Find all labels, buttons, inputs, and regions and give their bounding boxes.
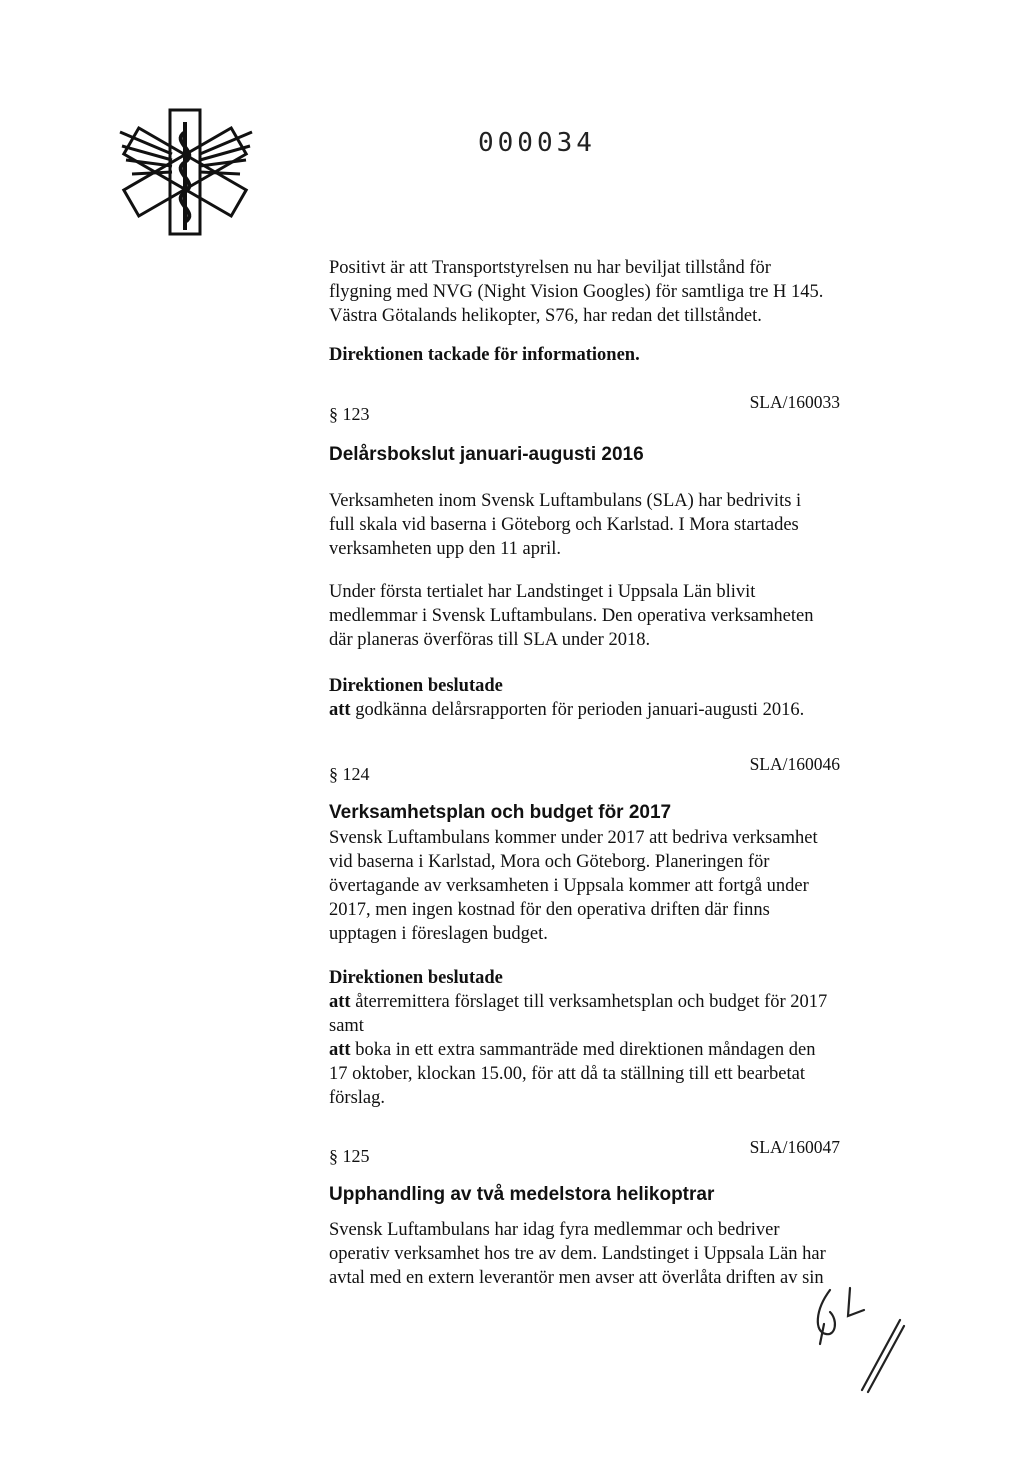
paragraph-line: operativ verksamhet hos tre av dem. Landstinget i Uppsala Län har: [329, 1244, 826, 1264]
section-123-decision-line: [329, 698, 804, 722]
paragraph-line: Under första tertialet har Landstinget i Uppsala Län blivit: [329, 582, 756, 602]
section-123-number: § 123: [329, 404, 370, 424]
decision-text: förslag.: [329, 1088, 385, 1108]
section-124-decision-lines: [329, 990, 827, 1110]
section-125-title: Upphandling av två medelstora helikoptrar: [329, 1184, 715, 1205]
paragraph-line: verksamheten upp den 11 april.: [329, 539, 562, 559]
star-of-life-wings-logo: [112, 102, 262, 242]
decision-text: samt: [329, 1016, 364, 1036]
paragraph-line: vid baserna i Karlstad, Mora och Göteborg. Planeringen för: [329, 852, 770, 872]
paragraph-line: full skala vid baserna i Göteborg och Karlstad. I Mora startades: [329, 515, 799, 535]
section-124-reference: SLA/160046: [749, 754, 840, 774]
decision-text: återremittera förslaget till verksamhetsplan och budget för 2017: [355, 992, 828, 1012]
decision-text: boka in ett extra sammanträde med direktionen måndagen den: [355, 1040, 816, 1060]
section-123-title: Delårsbokslut januari-augusti 2016: [329, 444, 644, 465]
att-keyword: att: [329, 700, 351, 720]
att-keyword: att: [329, 992, 351, 1012]
paragraph-line: Svensk Luftambulans har idag fyra medlemmar och bedriver: [329, 1220, 780, 1240]
section-123-reference: SLA/160033: [749, 392, 840, 412]
section-123-decision-heading: Direktionen beslutade: [329, 676, 503, 696]
paragraph-line: Svensk Luftambulans kommer under 2017 att bedriva verksamhet: [329, 828, 818, 848]
intro-decision: Direktionen tackade för informationen.: [329, 345, 640, 365]
intro-paragraph: [329, 256, 823, 328]
intro-line: flygning med NVG (Night Vision Googles) för samtliga tre H 145.: [329, 282, 824, 302]
section-125-paragraph-1: [329, 1218, 826, 1290]
paragraph-line: där planeras överföras till SLA under 2018.: [329, 630, 651, 650]
intro-line: Positivt är att Transportstyrelsen nu har beviljat tillstånd för: [329, 258, 771, 278]
paragraph-line: avtal med en extern leverantör men avser att överlåta driften av sin: [329, 1268, 824, 1288]
document-number: 000034: [478, 128, 596, 158]
section-124-paragraph-1: [329, 826, 818, 946]
paragraph-line: medlemmar i Svensk Luftambulans. Den operativa verksamheten: [329, 606, 814, 626]
section-124-decision-heading: Direktionen beslutade: [329, 968, 503, 988]
decision-text: 17 oktober, klockan 15.00, för att då ta ställning till ett bearbetat: [329, 1064, 806, 1084]
handwritten-initials-signature: [800, 1280, 920, 1400]
section-123-paragraph-1: [329, 489, 801, 561]
intro-line: Västra Götalands helikopter, S76, har redan det tillståndet.: [329, 306, 762, 326]
section-125-number: § 125: [329, 1146, 370, 1166]
section-123-paragraph-2: [329, 580, 813, 652]
section-124-title: Verksamhetsplan och budget för 2017: [329, 802, 672, 823]
section-125-reference: SLA/160047: [749, 1137, 840, 1157]
paragraph-line: Verksamheten inom Svensk Luftambulans (SLA) har bedrivits i: [329, 491, 802, 511]
paragraph-line: övertagande av verksamheten i Uppsala kommer att fortgå under: [329, 876, 809, 896]
paragraph-line: upptagen i föreslagen budget.: [329, 924, 548, 944]
section-124-number: § 124: [329, 764, 370, 784]
paragraph-line: 2017, men ingen kostnad för den operativa driften där finns: [329, 900, 770, 920]
att-keyword: att: [329, 1040, 351, 1060]
decision-text: godkänna delårsrapporten för perioden januari-augusti 2016.: [355, 700, 805, 720]
